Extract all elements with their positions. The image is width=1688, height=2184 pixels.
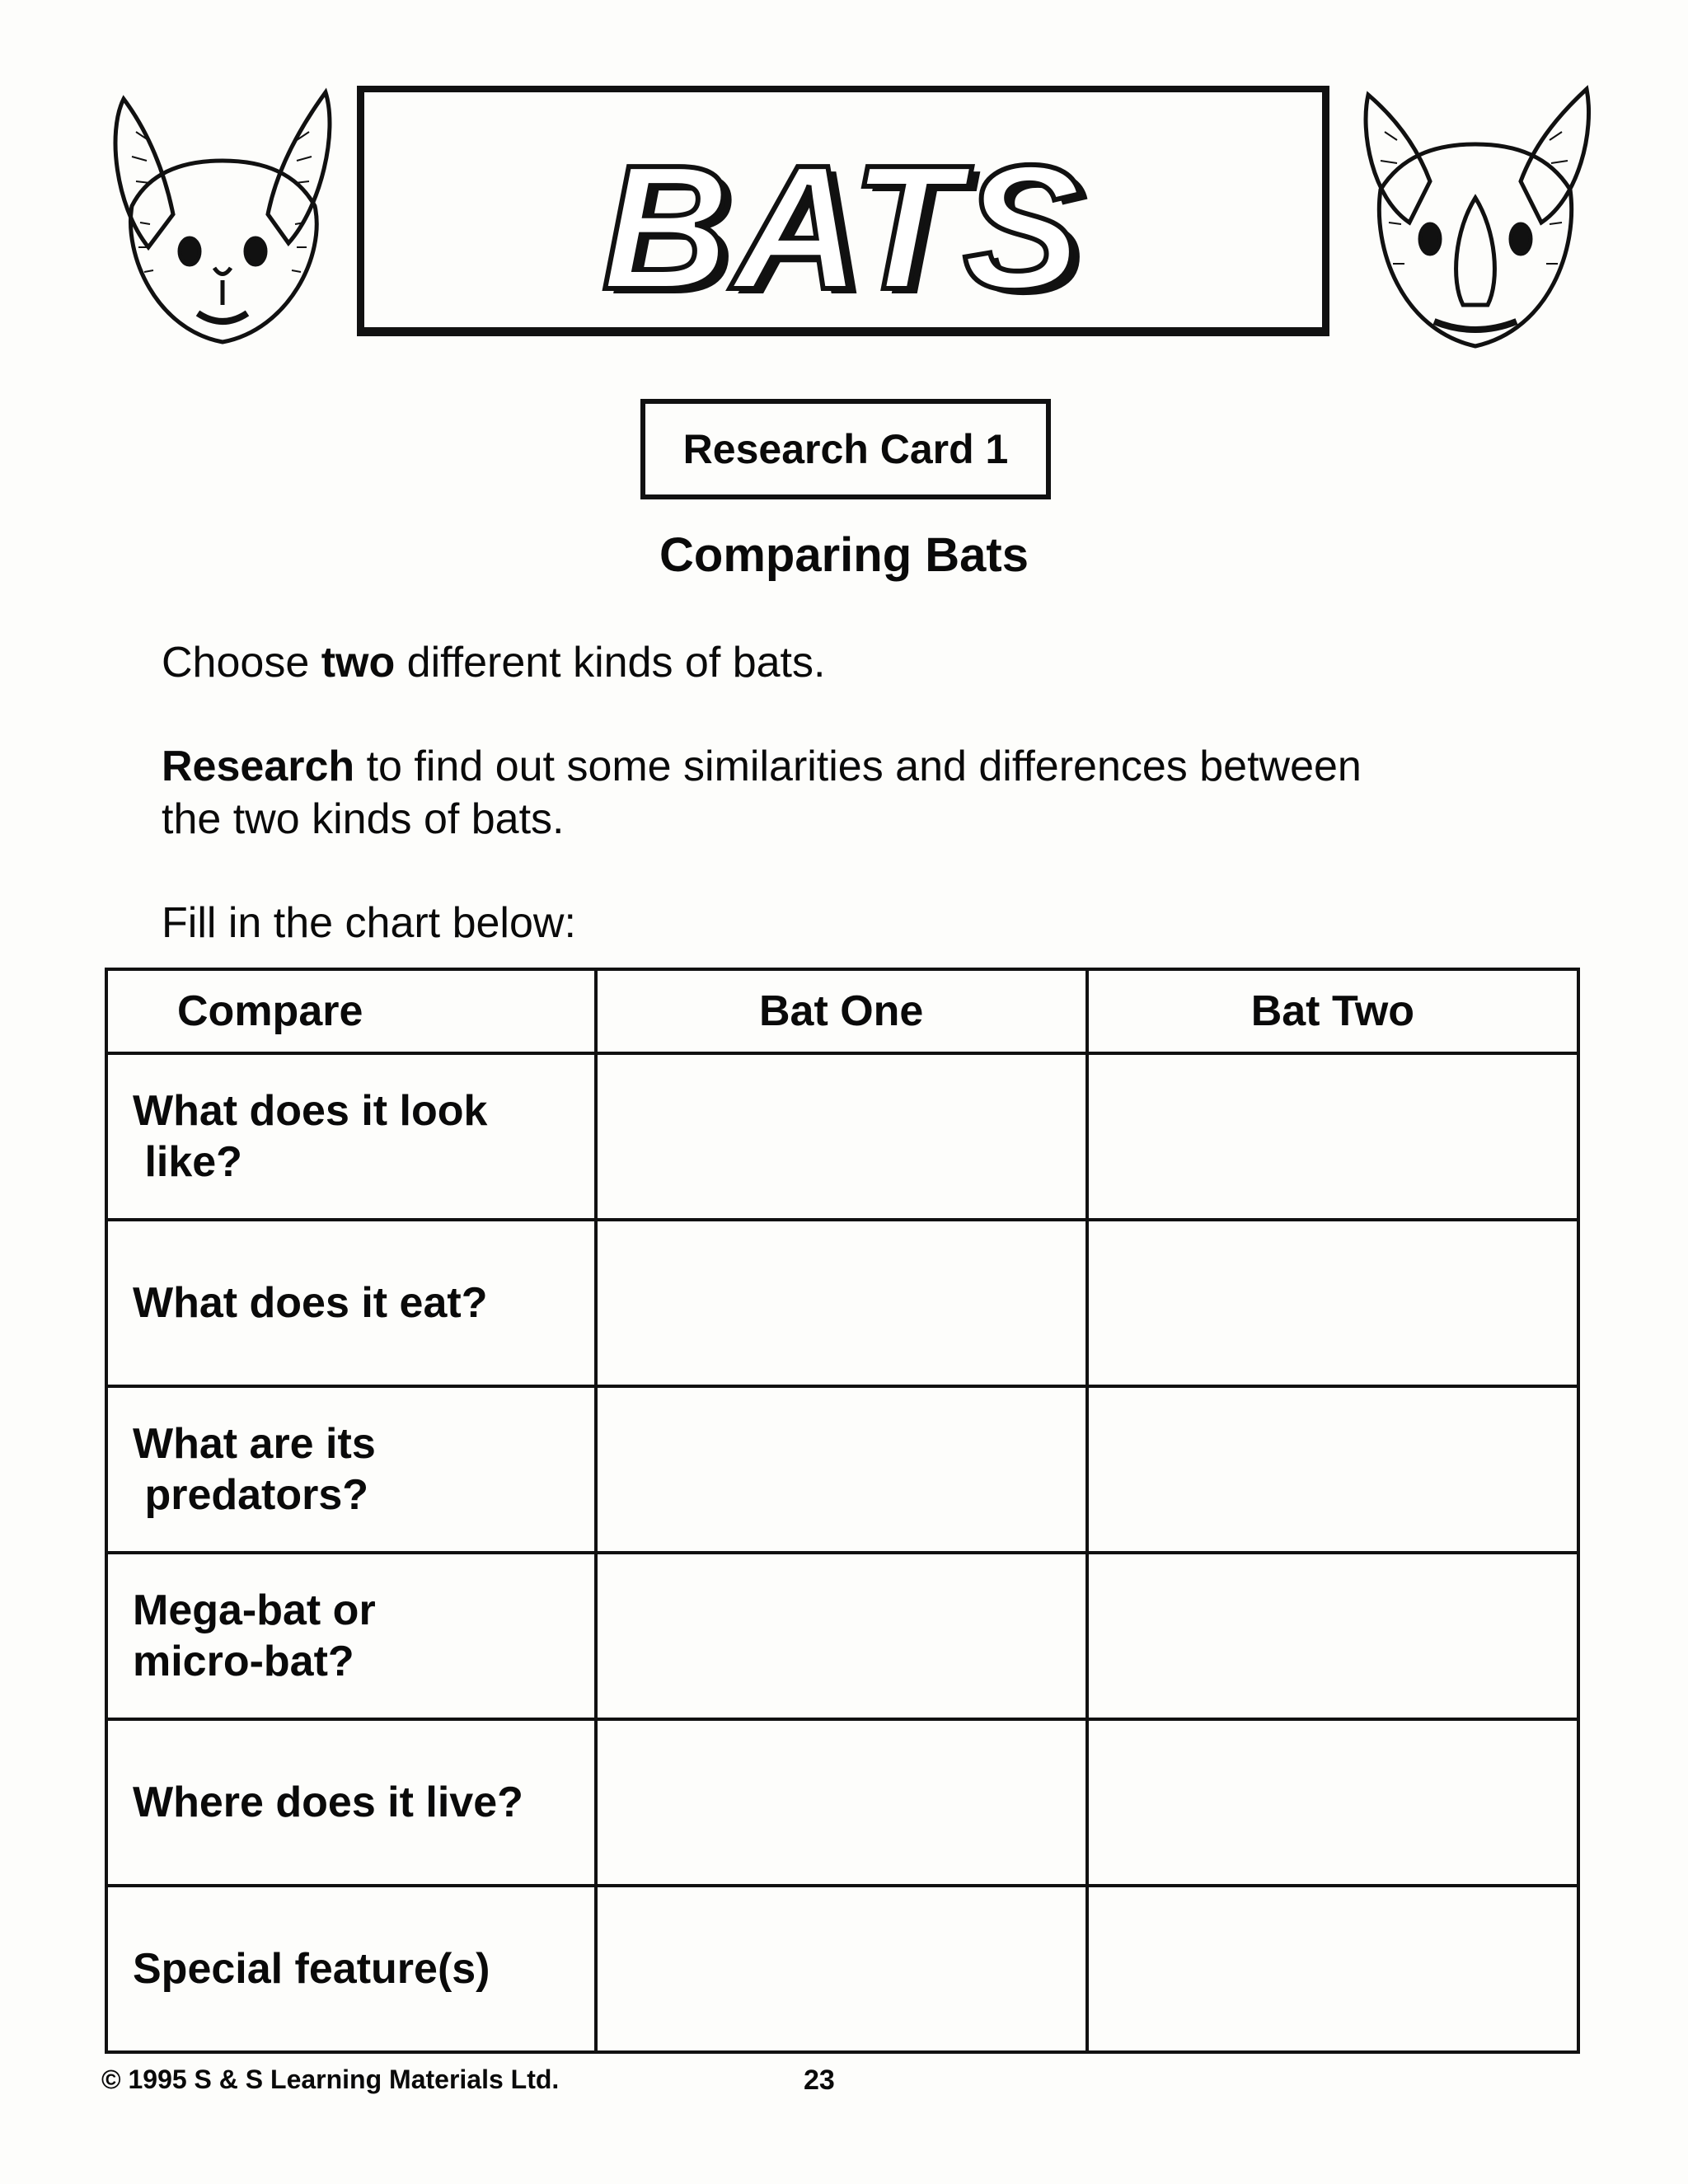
table-row — [106, 1386, 1578, 1553]
bat-two-habitat-cell[interactable] — [1087, 1719, 1578, 1886]
column-header-compare: Compare — [106, 969, 596, 1053]
bat-two-type-cell[interactable] — [1087, 1553, 1578, 1719]
bat-face-right-illustration — [1352, 82, 1599, 354]
column-header-bat-one: Bat One — [596, 969, 1087, 1053]
row-label-line: like? — [133, 1138, 242, 1186]
row-label-special-features — [106, 1886, 596, 2052]
bat-two-appearance-cell[interactable] — [1087, 1053, 1578, 1220]
title-banner — [357, 86, 1329, 336]
column-header-bat-two: Bat Two — [1087, 969, 1578, 1053]
table-row — [106, 1719, 1578, 1886]
instruction-choose — [162, 636, 825, 689]
instruction-text: the two kinds of bats. — [162, 795, 565, 843]
row-label-habitat — [106, 1719, 596, 1886]
table-row — [106, 1886, 1578, 2052]
bat-face-left-illustration — [99, 82, 346, 354]
instruction-text: to find out some similarities and differences between — [354, 743, 1362, 790]
row-label-line: What does it look — [133, 1087, 488, 1135]
table-row — [106, 1220, 1578, 1386]
bat-one-type-cell[interactable] — [596, 1553, 1087, 1719]
research-card-label: Research Card 1 — [682, 426, 1009, 472]
instruction-text: different kinds of bats. — [395, 639, 826, 687]
bat-long-eared-icon — [99, 82, 346, 354]
page-number: 23 — [804, 2064, 835, 2096]
instruction-research — [162, 740, 1362, 846]
instruction-emphasis: Research — [162, 743, 355, 790]
comparison-table — [105, 968, 1580, 2054]
row-label-line: predators? — [133, 1471, 369, 1519]
bat-one-appearance-cell[interactable] — [596, 1053, 1087, 1220]
copyright-notice: © 1995 S & S Learning Materials Ltd. — [101, 2064, 560, 2094]
bat-two-diet-cell[interactable] — [1087, 1220, 1578, 1386]
bat-leaf-nosed-icon — [1352, 82, 1599, 354]
row-label-line: What does it eat? — [133, 1279, 488, 1327]
bat-one-predators-cell[interactable] — [596, 1386, 1087, 1553]
table-row — [106, 1553, 1578, 1719]
bat-one-features-cell[interactable] — [596, 1886, 1087, 2052]
section-subtitle: Comparing Bats — [659, 528, 1029, 582]
table-row — [106, 1053, 1578, 1220]
page-title: BATS — [602, 128, 1085, 326]
bat-one-diet-cell[interactable] — [596, 1220, 1087, 1386]
instruction-emphasis: two — [321, 639, 396, 687]
row-label-line: What are its — [133, 1420, 376, 1468]
instruction-fill-in: Fill in the chart below: — [162, 899, 576, 947]
bat-one-habitat-cell[interactable] — [596, 1719, 1087, 1886]
row-label-line: Mega-bat or — [133, 1586, 376, 1634]
bat-two-features-cell[interactable] — [1087, 1886, 1578, 2052]
bat-two-predators-cell[interactable] — [1087, 1386, 1578, 1553]
row-label-bat-type — [106, 1553, 596, 1719]
table-header-row — [106, 969, 1578, 1053]
row-label-line: micro-bat? — [133, 1638, 354, 1685]
row-label-line: Special feature(s) — [133, 1945, 490, 1993]
row-label-appearance — [106, 1053, 596, 1220]
instruction-text: Choose — [162, 639, 321, 687]
row-label-diet — [106, 1220, 596, 1386]
research-card-badge — [640, 399, 1051, 499]
row-label-line: Where does it live? — [133, 1779, 523, 1826]
row-label-predators — [106, 1386, 596, 1553]
